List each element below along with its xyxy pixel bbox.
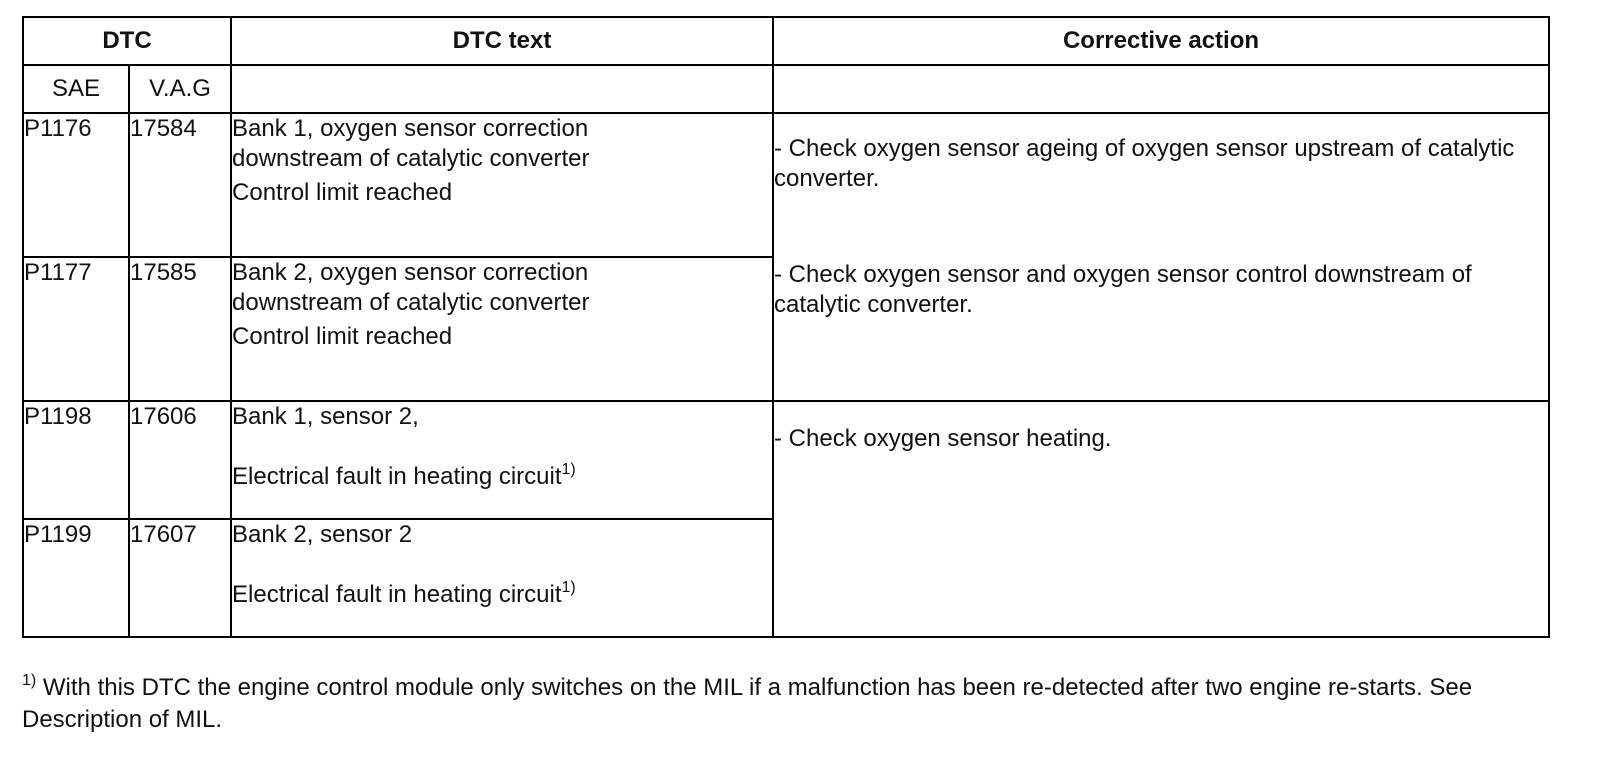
subheader-sae: SAE (23, 65, 129, 113)
table-row (23, 401, 1549, 519)
dtc-table (22, 16, 1550, 638)
dtc-text-cell (231, 401, 773, 519)
vag-code: 17584 (129, 113, 231, 257)
corrective-action-cell (773, 401, 1549, 637)
subheader-empty (231, 65, 773, 113)
dtc-text-line: Bank 2, sensor 2 (232, 521, 413, 548)
header-dtc-text: DTC text (231, 17, 773, 65)
sae-code: P1199 (23, 519, 129, 637)
corrective-action-text: - Check oxygen sensor heating. (774, 425, 1112, 452)
subheader-row (23, 65, 1549, 113)
dtc-text-line: Bank 2, oxygen sensor correction (232, 259, 589, 286)
subheader-vag: V.A.G (129, 65, 231, 113)
dtc-text-fault: Electrical fault in heating circuit (232, 463, 562, 490)
footnote-ref: 1) (561, 579, 576, 596)
dtc-text-cell (231, 519, 773, 637)
header-dtc: DTC (23, 17, 231, 65)
footnote-text: With this DTC the engine control module only switches on the MIL if a malfunction has been re-detected after two engine re-starts. See Description of MIL. (22, 674, 1473, 733)
dtc-text-line: downstream of catalytic converter (232, 145, 590, 172)
corrective-action-text: - Check oxygen sensor and oxygen sensor control downstream of catalytic converter. (774, 261, 1472, 318)
vag-code: 17585 (129, 257, 231, 401)
corrective-action-text: - Check oxygen sensor ageing of oxygen sensor upstream of catalytic converter. (774, 135, 1515, 192)
dtc-text-fault: Electrical fault in heating circuit (232, 581, 562, 608)
sae-code: P1176 (23, 113, 129, 257)
dtc-text-cell (231, 257, 773, 401)
sae-code: P1177 (23, 257, 129, 401)
vag-code: 17606 (129, 401, 231, 519)
subheader-empty (773, 65, 1549, 113)
dtc-text-line (232, 580, 772, 610)
dtc-text-line: Bank 1, oxygen sensor correction (232, 115, 589, 142)
dtc-text-cell (231, 113, 773, 257)
dtc-text-line: Control limit reached (232, 323, 453, 350)
dtc-text-line: downstream of catalytic converter (232, 289, 590, 316)
header-row (23, 17, 1549, 65)
header-corrective-action: Corrective action (773, 17, 1549, 65)
table-row (23, 113, 1549, 257)
dtc-text-line: Bank 1, sensor 2, (232, 403, 419, 430)
footnote-marker: 1) (22, 672, 37, 689)
corrective-action-cell (773, 113, 1549, 401)
vag-code: 17607 (129, 519, 231, 637)
dtc-text-line: Control limit reached (232, 179, 453, 206)
footnote (22, 672, 1562, 736)
footnote-ref: 1) (561, 461, 576, 478)
sae-code: P1198 (23, 401, 129, 519)
dtc-text-line (232, 462, 772, 492)
